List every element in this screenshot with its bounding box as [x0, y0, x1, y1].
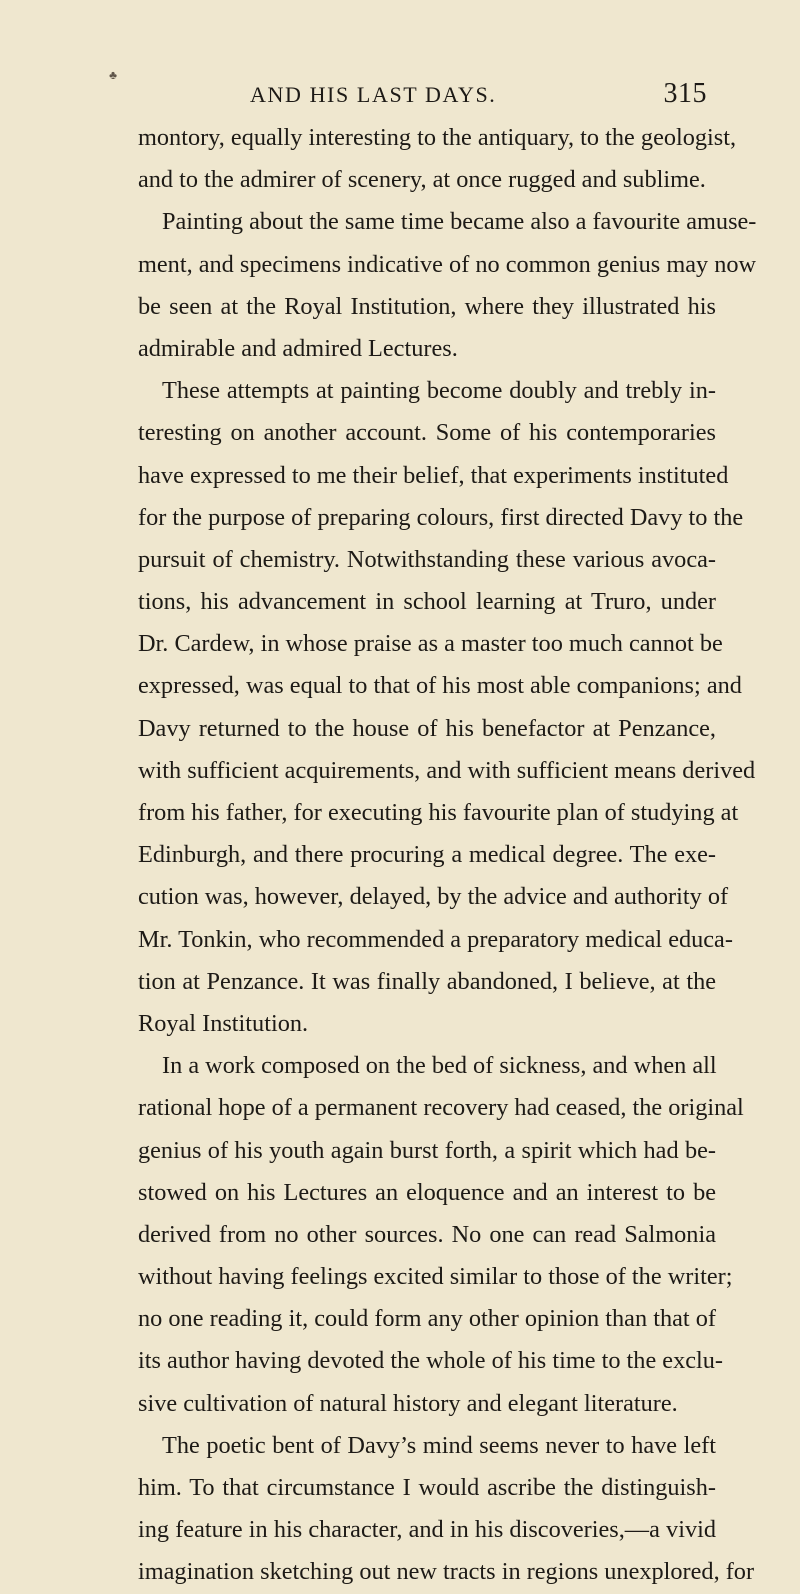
text-line: Royal Institution.	[138, 1009, 309, 1037]
text-line: Mr. Tonkin, who recommended a preparatory medical educa-	[138, 925, 733, 953]
text-line: him. To that circumstance I would ascribe the distinguish-	[138, 1474, 716, 1501]
text-line: without having feelings excited similar to those of the writer;	[138, 1263, 733, 1291]
text-line: ing feature in his character, and in his discoveries,—a vivid	[138, 1516, 716, 1544]
text-line: imagination sketching out new tracts in regions unexplored, for	[138, 1558, 755, 1586]
text-line: The poetic bent of Davy’s mind seems never to have left	[162, 1431, 716, 1459]
text-line: Painting about the same time became also a favourite amuse-	[162, 208, 757, 236]
text-line: and to the admirer of scenery, at once rugged and sublime.	[138, 166, 706, 194]
text-line: tion at Penzance. It was finally abandoned, I believe, at the	[138, 967, 716, 995]
text-line: These attempts at painting become doubly and trebly in-	[162, 377, 716, 405]
text-line: montory, equally interesting to the antiquary, to the geologist,	[138, 124, 737, 151]
text-line: Davy returned to the house of his benefactor at Penzance,	[138, 714, 716, 742]
text-line: from his father, for executing his favourite plan of studying at	[138, 799, 739, 826]
text-line: Dr. Cardew, in whose praise as a master too much cannot be	[138, 630, 723, 658]
text-line: cution was, however, delayed, by the advice and authority of	[138, 883, 729, 911]
page-number: 315	[663, 78, 707, 109]
text-line: no one reading it, could form any other opinion than that of	[138, 1305, 716, 1333]
running-head-title: AND HIS LAST DAYS.	[250, 82, 497, 107]
text-line: admirable and admired Lectures.	[138, 334, 458, 362]
text-line: its author having devoted the whole of his time to the exclu-	[138, 1347, 724, 1375]
text-line: have expressed to me their belief, that experiments instituted	[138, 461, 729, 489]
text-line: ment, and specimens indicative of no common genius may now	[138, 250, 757, 278]
text-line: be seen at the Royal Institution, where they illustrated his	[138, 292, 716, 320]
text-line: for the purpose of preparing colours, first directed Davy to the	[138, 503, 744, 531]
text-line: pursuit of chemistry. Notwithstanding these various avoca-	[138, 545, 716, 573]
text-line: derived from no other sources. No one can read Salmonia	[138, 1220, 716, 1248]
text-line: teresting on another account. Some of his contemporaries	[138, 419, 716, 447]
text-line: rational hope of a permanent recovery had ceased, the original	[138, 1094, 744, 1122]
printer-ornament: ♣	[109, 68, 117, 82]
text-line: Edinburgh, and there procuring a medical degree. The exe-	[138, 841, 716, 869]
text-line: expressed, was equal to that of his most able companions; and	[138, 672, 742, 700]
text-line: tions, his advancement in school learning at Truro, under	[138, 588, 716, 616]
text-line: stowed on his Lectures an eloquence and an interest to be	[138, 1178, 716, 1206]
body-text	[138, 117, 757, 1594]
text-line: with sufficient acquirements, and with sufficient means derived	[138, 756, 756, 784]
text-line: genius of his youth again burst forth, a spirit which had be-	[138, 1136, 716, 1164]
text-line: sive cultivation of natural history and elegant literature.	[138, 1389, 678, 1417]
text-line: In a work composed on the bed of sickness, and when all	[162, 1052, 717, 1080]
